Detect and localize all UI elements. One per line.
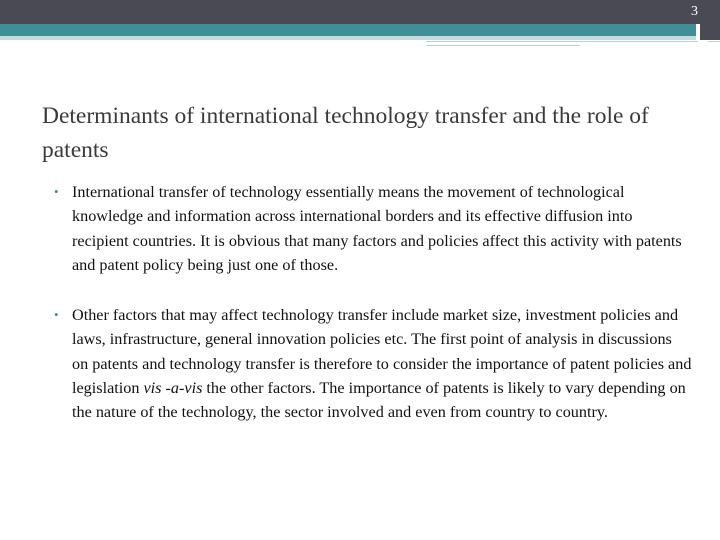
header-band [0,0,720,24]
header-stripe-light [0,36,696,40]
page-number: 3 [691,4,698,19]
bullet-icon: • [54,184,59,199]
accent-line [426,41,698,42]
bullet-text: International transfer of technology essentially means the movement of technological knowledge and information across international borders and its effective diffusion into recipient countries. It is obvious that many factors and policies affect this activity with patents and patent policy being just one of those. [72,183,682,274]
bullet-text: the other factors. The importance of patents is likely to vary depending on the nature of the technology, the sector involved and even from country to country. [72,379,686,422]
bullet-item [52,303,692,424]
slide-title: Determinants of international technology transfer and the role of patents [42,103,649,163]
bullet-text: Other factors that may affect technology transfer include market size, investment policies and laws, infrastructure, general innovation policies etc. The first point of analysis in discussions on patents and technology transfer is therefore to consider the importance of patent policies and legislation [72,306,692,398]
bullet-icon: • [54,307,59,323]
header-stripe-teal [0,24,696,36]
accent-line [426,45,580,46]
accent-line [708,41,720,42]
bullet-item [52,180,692,277]
bullet-text-italic: vis -a-vis [143,379,203,398]
header-stripe-corner [700,24,720,40]
bullet-list [52,180,692,451]
